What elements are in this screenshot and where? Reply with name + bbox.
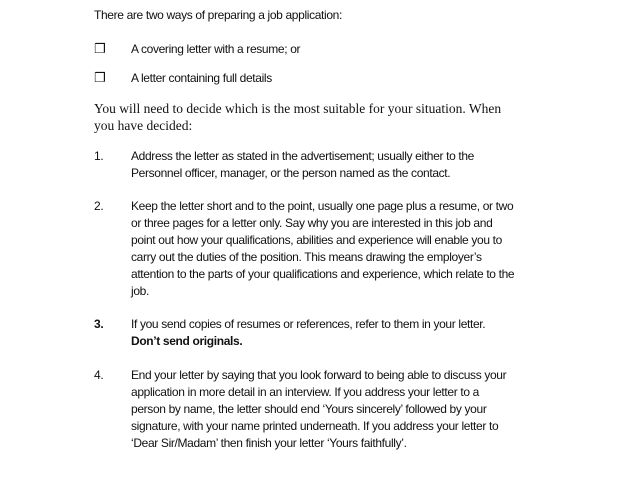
step-number: 2. — [94, 199, 104, 213]
step-number: 1. — [94, 149, 104, 163]
step-warning: Don’t send originals. — [131, 334, 243, 348]
step-line: carry out the duties of the position. This means drawing the employer’s — [131, 250, 482, 264]
step-body — [131, 367, 551, 452]
step-body — [131, 198, 551, 300]
intro-text: There are two ways of preparing a job application: — [94, 8, 342, 22]
option-label: A covering letter with a resume; or — [131, 42, 301, 56]
step-line: ‘Dear Sir/Madam’ then finish your letter ‘Yours faithfully’. — [131, 436, 407, 450]
step-line: point out how your qualifications, abilities and experience will enable you to — [131, 233, 502, 247]
step-line: If you send copies of resumes or references, refer to them in your letter. — [131, 317, 486, 331]
paragraph-line: You will need to decide which is the most suitable for your situation. When — [94, 101, 502, 116]
step-line: End your letter by saying that you look forward to being able to discuss your — [131, 368, 507, 382]
step-body — [131, 316, 551, 350]
step-number: 4. — [94, 368, 104, 382]
step-line: job. — [131, 284, 149, 298]
decide-paragraph — [94, 100, 564, 134]
option-label: A letter containing full details — [131, 71, 272, 85]
paragraph-line: you have decided: — [94, 118, 193, 133]
step-line: signature, with your name printed underneath. If you address your letter to — [131, 419, 499, 433]
step-number: 3. — [94, 317, 104, 331]
step-line: Personnel officer, manager, or the person named as the contact. — [131, 166, 451, 180]
step-line: Keep the letter short and to the point, usually one page plus a resume, or two — [131, 199, 514, 213]
step-line: application in more detail in an interview. If you address your letter to a — [131, 385, 479, 399]
step-body — [131, 148, 551, 182]
step-line: Address the letter as stated in the advertisement; usually either to the — [131, 149, 475, 163]
checkbox-icon: ❒ — [94, 42, 106, 57]
step-line: person by name, the letter should end ‘Yours sincerely’ followed by your — [131, 402, 487, 416]
step-line: attention to the parts of your qualifications and experience, which relate to the — [131, 267, 515, 281]
step-line: or three pages for a letter only. Say why you are interested in this job and — [131, 216, 493, 230]
checkbox-icon: ❒ — [94, 71, 106, 86]
